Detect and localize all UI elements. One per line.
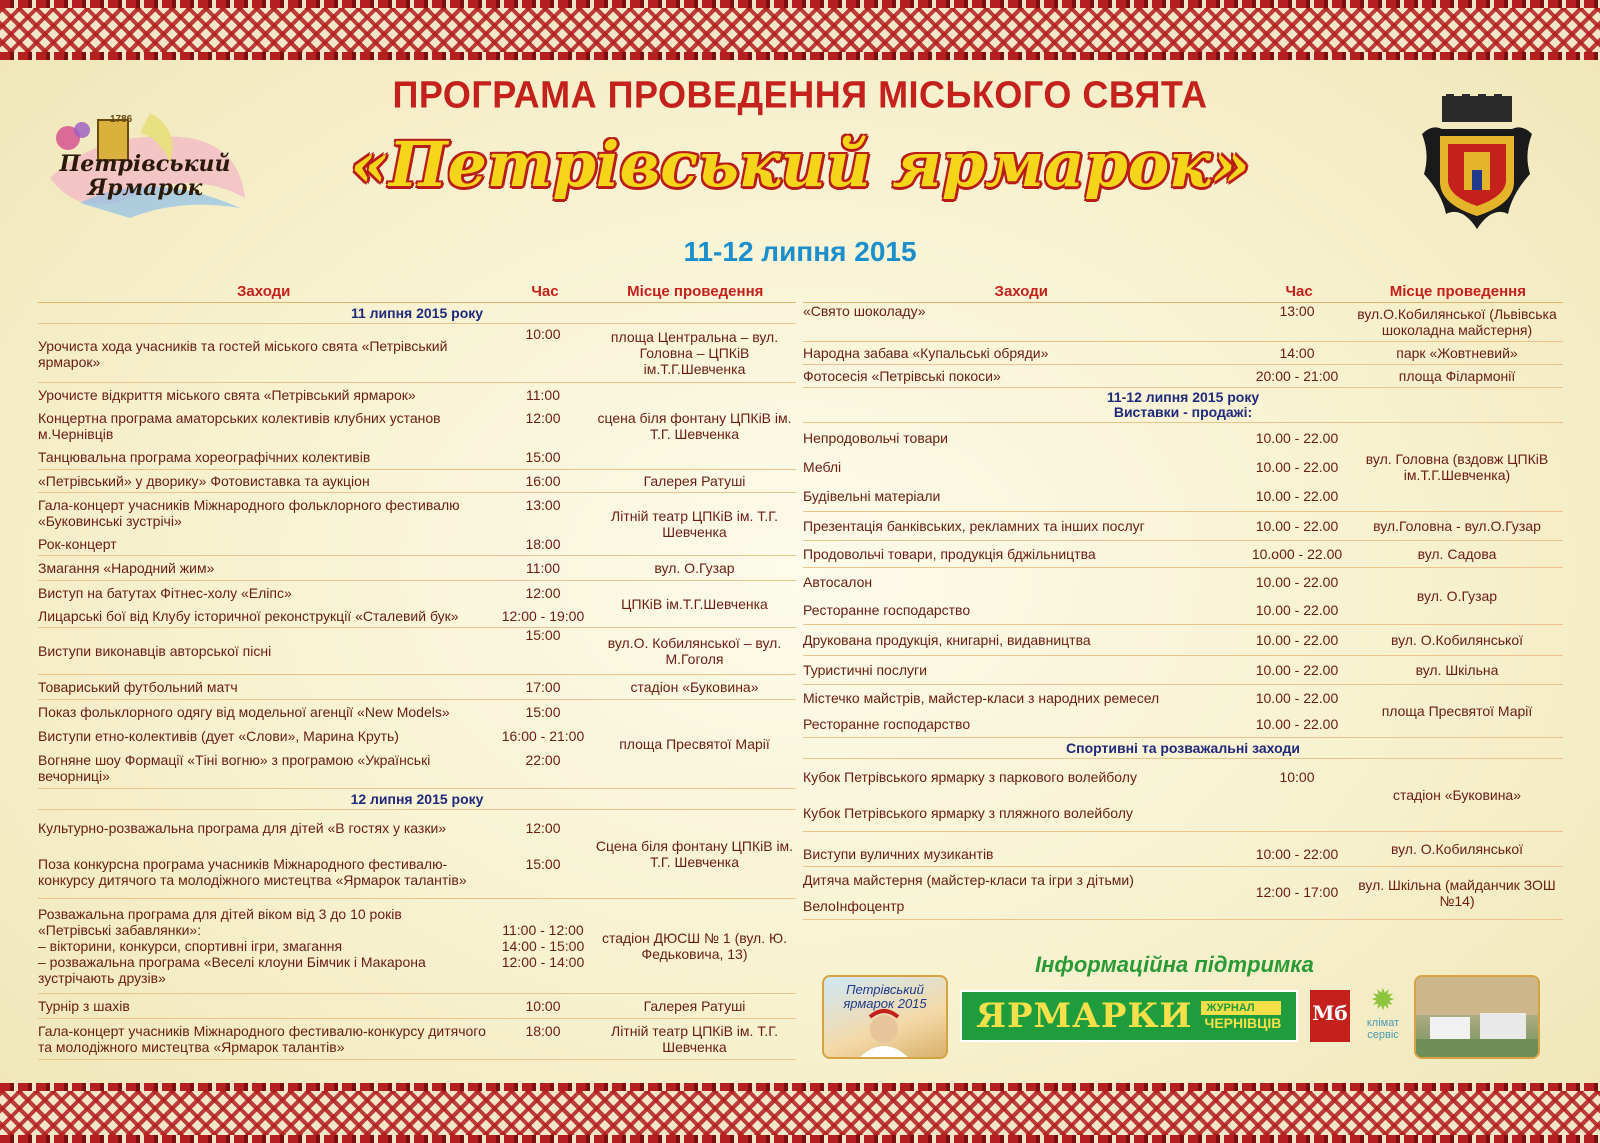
klimat-text: клімат сервіс [1366,1017,1400,1041]
schedule-right [803,278,1563,920]
event-place: вул. Садова [1417,546,1497,562]
event-time: 10.00 - 22.00 [1255,690,1339,706]
event-time: 10.00 - 22.00 [1255,602,1339,618]
event-time: 12:00 - 19:00 [501,607,585,624]
event-name: Дитяча майстерня (майстер-класи та ігри з дітьми) [803,872,1134,888]
event-place: стадіон «Буковина» [1392,787,1522,803]
logo-text: Петрівський Ярмарок [59,151,231,201]
event-time: 10.00 - 22.00 [1255,632,1339,648]
table-row [38,810,796,899]
col-events: Заходи [994,283,1048,300]
table-row [803,625,1563,656]
event-name: Гала-концерт учасників Міжнародного фестивалю-конкурсу дитячого та молодіжного мистецтва «Ярмарок талантів» [38,1023,486,1055]
section-heading: Спортивні та розважальні заходи [803,738,1563,759]
event-time: 12:00 [525,409,561,426]
event-place: вул. Шкільна (майданчик ЗОШ №14) [1358,877,1556,909]
event-time: 10.00 - 22.00 [1255,574,1339,590]
page-title: ПРОГРАМА ПРОВЕДЕННЯ МІСЬКОГО СВЯТА [392,72,1208,116]
event-name: Ресторанне господарство [803,716,971,732]
festival-name: «Петрівський ярмарок» [350,128,1250,201]
event-place: вул. О.Кобилянської [1390,632,1524,648]
event-time: 10.00 - 22.00 [1255,458,1339,475]
festival-photo [822,975,948,1059]
event-name: Товариський футбольний матч [38,679,238,695]
event-time: 11:00 - 12:00 [502,922,584,938]
bottom-ornament-border [0,1083,1600,1143]
event-time: 16:00 [525,473,561,489]
table-row [38,324,796,383]
event-name: ВелоІнфоцентр [803,898,905,914]
event-time: 16:00 - 21:00 [501,728,585,744]
event-name: «Петрівський» у дворику» Фотовиставка та аукціон [38,473,370,489]
event-time: 15:00 [525,627,561,643]
event-time: 12:00 - 14:00 [501,954,585,970]
table-row [803,342,1563,365]
col-events: Заходи [236,283,291,300]
sponsors-title: Інформаційна підтримка [1035,952,1314,977]
event-time: 14:00 - 15:00 [501,938,585,954]
event-line: Розважальна програма для дітей віком від 3 до 10 років [38,906,402,922]
festival-dates: 11-12 липня 2015 [683,236,917,267]
table-row [38,470,796,493]
event-place: Галерея Ратуші [643,473,746,489]
section-title: Виставки - продажі: [1113,404,1253,420]
event-place: вул.О.Кобилянської (Львівська шоколадна майстерня) [1357,306,1557,338]
event-time: 10:00 - 22:00 [1255,846,1339,862]
table-row [38,383,796,470]
event-time: 18:00 [525,535,561,552]
table-row [38,628,796,675]
event-place: Сцена біля фонтану ЦПКіВ ім. Т.Г. Шевченка [595,838,794,870]
event-place: Галерея Ратуші [643,998,746,1014]
table-row [38,581,796,628]
event-name: Фотосесія «Петрівські покоси» [803,368,1001,384]
event-time: 11:00 [526,386,560,403]
journal-label: ЖУРНАЛ [1201,1001,1282,1015]
event-place: вул. О.Кобилянської [1390,841,1524,857]
event-name: Культурно-розважальна програма для дітей «В гостях у казки» [38,820,447,836]
event-time: 10:00 [1279,769,1315,785]
table-row [38,899,796,994]
table-row [803,656,1563,685]
event-name: «Свято шоколаду» [803,303,926,319]
table-row [803,832,1563,867]
section-dates: 11-12 липня 2015 року [1106,389,1260,405]
event-time: 22:00 [525,752,561,768]
event-time: 20:00 - 21:00 [1255,368,1339,384]
event-place: площа Пресвятої Марії [1381,703,1533,719]
table-row [803,541,1563,568]
event-line: – розважальна програма «Веселі клоуни Бімчик і Макарона [38,954,426,970]
event-place: вул. О.Гузар [1416,588,1498,604]
event-place: площа Центральна – вул. Головна – ЦПКіВ ім.Т.Г.Шевченка [610,329,779,377]
event-name: Показ фольклорного одягу від модельної агенції «New Models» [38,704,450,720]
event-time: 12:00 [525,820,561,836]
event-time: 15:00 [525,856,561,872]
klimat-servis-logo [1358,985,1408,1047]
event-place: Літній театр ЦПКіВ ім. Т.Г. Шевченка [611,508,778,540]
table-header [38,278,796,303]
event-name: Виступ на батутах Фітнес-холу «Еліпс» [38,584,292,601]
event-place: сцена біля фонтану ЦПКіВ ім. Т.Г. Шевченка [597,410,792,442]
event-name: Кубок Петрівського ярмарку з пляжного волейболу [803,805,1133,821]
journal-city: ЧЕРНІВЦІВ [1204,1015,1282,1031]
table-row [803,759,1563,832]
event-name: Концертна програма аматорських колективів клубних установ м.Чернівців [38,409,441,442]
event-name: Рок-концерт [38,535,117,552]
table-row [803,303,1563,342]
event-name: Ресторанне господарство [803,602,971,618]
event-time: 10.00 - 22.00 [1255,488,1339,505]
col-time: Час [1285,283,1313,300]
event-place: вул.Головна - вул.О.Гузар [1373,518,1541,534]
event-name: Меблі [803,458,842,475]
event-place: стадіон «Буковина» [630,679,759,695]
event-place: вул.О. Кобилянської – вул. М.Гоголя [607,635,782,667]
yarmarky-journal-logo [960,990,1298,1042]
logo-year: 1786 [110,114,133,125]
event-name: Народна забава «Купальські обряди» [803,345,1049,361]
event-place: вул. Шкільна [1415,662,1499,678]
table-row [803,867,1563,920]
table-row [38,556,796,581]
col-time: Час [531,283,559,300]
event-time: 13:00 [1279,303,1315,319]
event-time: 10.00 - 22.00 [1255,429,1339,446]
event-name: Урочиста хода учасників та гостей міського свята «Петрівський ярмарок» [38,338,448,370]
event-time: 10.00 - 22.00 [1255,662,1339,678]
event-name: Танцювальна програма хореографічних колективів [38,449,371,466]
event-place: парк «Жовтневий» [1396,345,1518,361]
col-place: Місце проведення [627,283,764,300]
event-name: Урочисте відкриття міського свята «Петрівський ярмарок» [38,386,416,403]
table-row [38,700,796,789]
journal-name: ЯРМАРКИ [976,996,1193,1036]
event-name: Непродовольчі товари [803,429,948,446]
table-row [803,365,1563,388]
event-name: Турнір з шахів [38,998,130,1014]
event-place: площа Пресвятої Марії [619,736,770,752]
section-heading [803,388,1563,423]
event-name: Автосалон [803,574,873,590]
photo-caption: Петрівський ярмарок 2015 [843,982,927,1011]
event-name: Кубок Петрівського ярмарку з паркового волейболу [803,769,1137,785]
table-row [38,1019,796,1060]
event-place: вул. Головна (вздовж ЦПКіВ ім.Т.Г.Шевченка) [1365,451,1549,483]
market-photo [1414,975,1540,1059]
event-place: ЦПКіВ ім.Т.Г.Шевченка [621,596,768,612]
event-name: Продовольчі товари, продукція бджільництва [803,546,1096,562]
event-name: Змагання «Народний жим» [38,560,215,576]
col-place: Місце проведення [1389,283,1526,300]
table-row [38,493,796,556]
event-time: 12:00 - 17:00 [1255,884,1339,900]
event-time: 11:00 [526,560,560,576]
event-time: 15:00 [525,704,561,720]
day-heading: 12 липня 2015 року [38,789,796,810]
event-name: Лицарські бої від Клубу історичної реконструкції «Сталевий бук» [38,607,459,624]
event-line: зустрічають друзів» [38,970,166,986]
mb-logo: Мб [1310,990,1350,1042]
event-name: Туристичні послуги [803,662,927,678]
table-row [803,423,1563,512]
event-name: Виступи вуличних музикантів [803,846,994,862]
event-name: Презентація банківських, рекламних та інших послуг [803,518,1145,534]
event-place: Літній театр ЦПКіВ ім. Т.Г. Шевченка [611,1023,778,1055]
table-row [38,675,796,700]
event-place: стадіон ДЮСШ № 1 (вул. Ю. Федьковича, 13) [601,930,788,962]
event-name: Будівельні матеріали [803,488,941,505]
event-time [1243,805,1351,821]
event-time: 10.00 - 22.00 [1255,716,1339,732]
table-header [803,278,1563,303]
table-row [803,512,1563,541]
event-time: 10:00 [525,326,561,342]
sun-icon: ✹ [1370,984,1396,1017]
event-place: площа Філармонії [1398,368,1516,384]
event-line: «Петрівські забавлянки»: [38,922,202,938]
table-row [803,568,1563,625]
schedule-left [38,278,796,1060]
event-time: 13:00 [525,496,561,513]
event-name: Вогняне шоу Формації «Тіні вогню» з програмою «Українські вечорниці» [38,752,431,784]
event-name: Друкована продукція, книгарні, видавництва [803,632,1091,648]
event-name: Гала-концерт учасників Міжнародного фольклорного фестивалю «Буковинські зустрічі» [38,496,460,529]
table-row [803,685,1563,738]
top-ornament-border [0,0,1600,60]
event-time: 10.00 - 22.00 [1255,518,1339,534]
event-name: Містечко майстрів, майстер-класи з народних ремесел [803,690,1160,706]
event-time: 12:00 [525,584,561,601]
day-heading: 11 липня 2015 року [38,303,796,324]
event-time: 17:00 [525,679,561,695]
event-name: Виступи виконавців авторської пісні [38,643,272,659]
event-time: 14:00 [1279,345,1315,361]
event-line: – вікторини, конкурси, спортивні ігри, змагання [38,938,343,954]
event-name: Поза конкурсна програма учасників Міжнародного фестивалю-конкурсу дитячого та молодіжного мистецтва «Ярмарок талантів» [38,856,467,888]
event-place: вул. О.Гузар [654,560,735,576]
event-time: 10:00 [525,998,561,1014]
event-name: Виступи етно-колективів (дует «Слови», Марина Круть) [38,728,399,744]
event-time: 10.о00 - 22.00 [1251,546,1343,562]
event-time: 18:00 [525,1023,561,1039]
table-row [38,994,796,1019]
event-time: 15:00 [525,449,561,466]
